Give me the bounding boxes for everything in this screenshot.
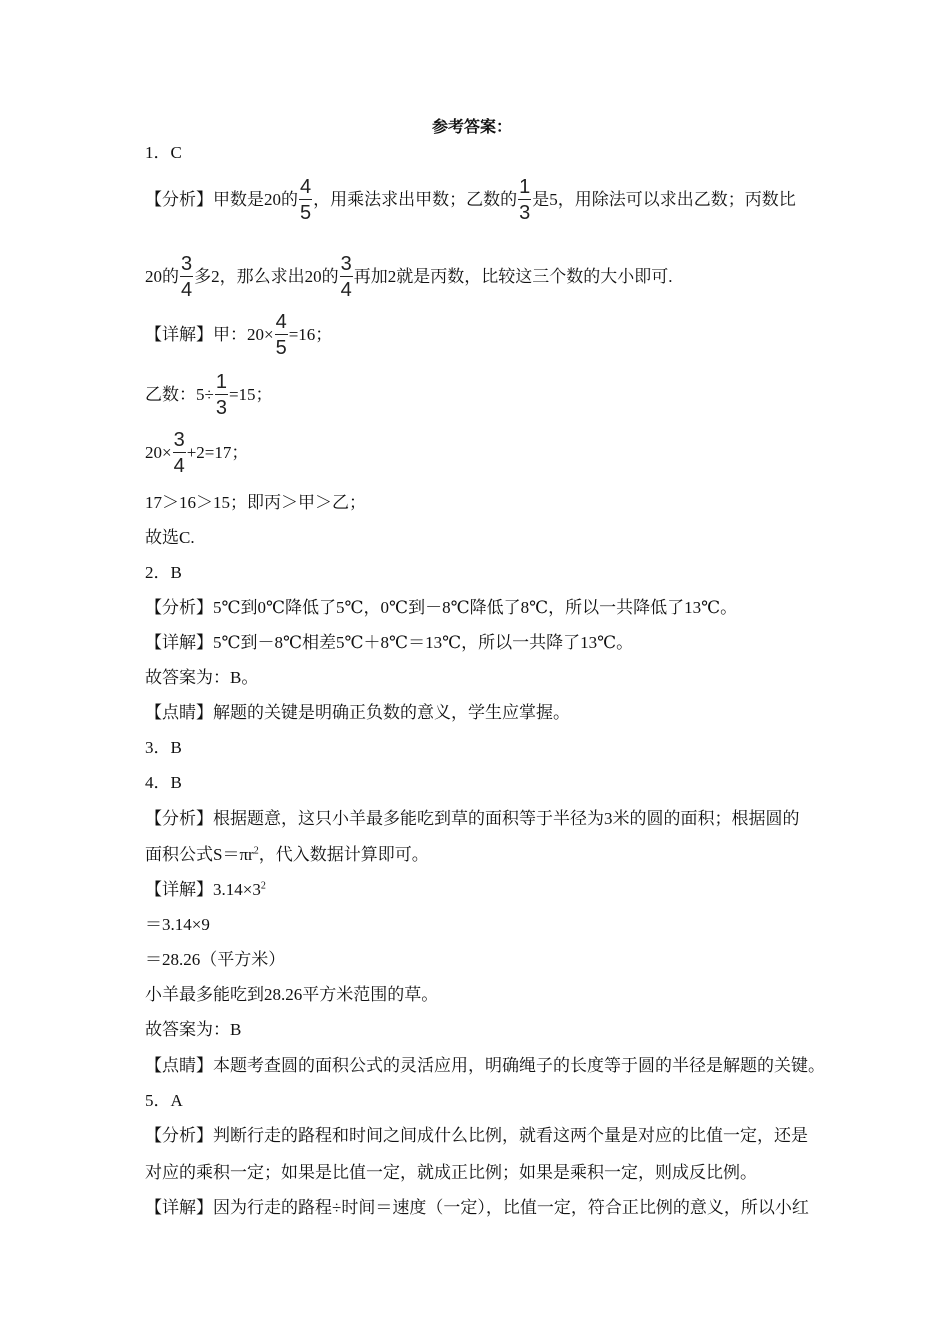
fraction-numerator: 1 xyxy=(215,371,227,393)
text-segment: 17＞16＞15；即丙＞甲＞乙； xyxy=(145,493,366,512)
text-segment: ＝3.14×9 xyxy=(145,915,210,934)
text-segment: ，用乘法求出甲数；乙数的 xyxy=(313,190,518,209)
fraction-denominator: 5 xyxy=(275,334,288,360)
fraction-numerator: 4 xyxy=(300,176,312,198)
fraction-numerator: 3 xyxy=(173,429,185,451)
text-with-superscript xyxy=(145,878,266,902)
fraction-four-fifths xyxy=(299,175,312,225)
fraction-denominator: 4 xyxy=(180,276,193,302)
superscript: 2 xyxy=(253,845,259,857)
fraction-four-fifths xyxy=(275,310,288,360)
superscript: 2 xyxy=(260,880,266,892)
fraction-three-quarters xyxy=(340,252,353,302)
q4-label-text: 4．B xyxy=(145,773,182,792)
fraction-one-third xyxy=(215,370,228,420)
q1-label-text: 1．C xyxy=(145,143,182,162)
text-segment: =16； xyxy=(288,325,333,344)
fraction-numerator: 4 xyxy=(275,311,287,333)
text-segment: 对应的乘积一定；如果是比值一定，就成正比例；如果是乘积一定，则成反比例。 xyxy=(145,1163,757,1182)
text-segment: ＝28.26（平方米） xyxy=(145,950,286,969)
text-segment: 是5，用除法可以求出乙数；丙数比 xyxy=(532,190,796,209)
text-segment: 【分析】根据题意，这只小羊最多能吃到草的面积等于半径为3米的圆的面积；根据圆的 xyxy=(145,809,800,828)
text-segment: 小羊最多能吃到28.26平方米范围的草。 xyxy=(145,985,439,1004)
fraction-denominator: 3 xyxy=(518,199,531,225)
text-segment: 【分析】5℃到0℃降低了5℃，0℃到－8℃降低了8℃，所以一共降低了13℃。 xyxy=(145,598,738,617)
fraction-one-third xyxy=(518,175,531,225)
text-segment: ，代入数据计算即可。 xyxy=(258,845,429,864)
text-segment: 【分析】判断行走的路程和时间之间成什么比例，就看这两个量是对应的比值一定，还是 xyxy=(145,1126,808,1145)
text-segment: 【详解】甲：20× xyxy=(145,325,274,344)
fraction-numerator: 3 xyxy=(181,253,193,275)
text-segment: 故选C. xyxy=(145,528,195,547)
text-with-superscript xyxy=(145,843,259,867)
fraction-numerator: 1 xyxy=(519,176,531,198)
text-segment: 再加2就是丙数，比较这三个数的大小即可. xyxy=(353,267,673,286)
text-segment: 故答案为：B xyxy=(145,1020,242,1039)
fraction-denominator: 4 xyxy=(340,276,353,302)
q2-label-text: 2．B xyxy=(145,563,182,582)
text-segment: 【详解】3.14×3 xyxy=(145,880,261,899)
fraction-denominator: 3 xyxy=(215,394,228,420)
text-segment: 故答案为：B。 xyxy=(145,668,259,687)
text-segment: +2=17； xyxy=(186,443,249,462)
text-segment: 【点睛】解题的关键是明确正负数的意义，学生应掌握。 xyxy=(145,703,570,722)
text-segment: 【详解】因为行走的路程÷时间＝速度（一定），比值一定，符合正比例的意义，所以小红 xyxy=(145,1198,809,1217)
text-segment: 【详解】5℃到－8℃相差5℃＋8℃＝13℃，所以一共降了13℃。 xyxy=(145,633,634,652)
text-segment: =15； xyxy=(228,385,273,404)
text-segment: 面积公式S＝πr xyxy=(145,845,254,864)
text-segment: 20的 xyxy=(145,267,179,286)
fraction-denominator: 4 xyxy=(173,452,186,478)
text-segment: 多2，那么求出20的 xyxy=(194,267,339,286)
text-segment: 【分析】甲数是20的 xyxy=(145,190,298,209)
q3-label-text: 3．B xyxy=(145,738,182,757)
text-segment: 乙数：5÷ xyxy=(145,385,214,404)
fraction-three-quarters xyxy=(180,252,193,302)
fraction-numerator: 3 xyxy=(340,253,352,275)
fraction-denominator: 5 xyxy=(299,199,312,225)
q5-label-text: 5．A xyxy=(145,1091,183,1110)
page-title: 参考答案： xyxy=(431,119,512,136)
text-segment: 【点睛】本题考查圆的面积公式的灵活应用，明确绳子的长度等于圆的半径是解题的关键。 xyxy=(145,1056,825,1075)
text-segment: 20× xyxy=(145,443,172,462)
fraction-three-quarters xyxy=(173,428,186,478)
